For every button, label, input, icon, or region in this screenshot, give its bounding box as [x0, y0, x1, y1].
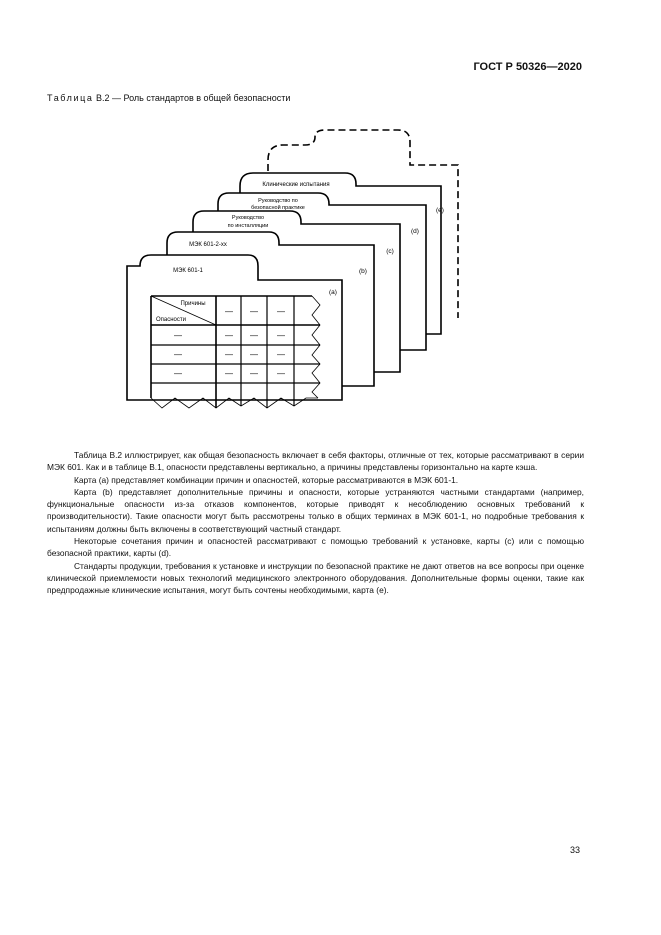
tab-label-d: Руководство по — [258, 198, 298, 204]
dash-h1: — — [225, 307, 233, 316]
dash-h2: — — [250, 307, 258, 316]
letter-d: (d) — [411, 228, 419, 235]
tab-label-d2: безопасной практике — [251, 205, 305, 211]
caption-title: В.2 — Роль стандартов в общей безопасности — [93, 93, 291, 103]
grid-header-hazards: Опасности — [155, 317, 187, 323]
dash-r3-c2: — — [250, 369, 258, 378]
dash-r2-label: — — [174, 350, 182, 359]
dash-r2-c3: — — [277, 350, 285, 359]
dash-r2-c1: — — [225, 350, 233, 359]
caption-prefix: Таблица — [47, 93, 94, 103]
paragraph-2: Карта (a) представляет комбинации причин и опасностей, которые рассматриваются в МЭК 601-1. — [74, 474, 459, 485]
dash-r1-label: — — [174, 331, 182, 340]
body-text — [47, 449, 584, 597]
dash-r1-c2: — — [250, 331, 258, 340]
cards-diagram — [0, 0, 661, 430]
tab-label-601-2: МЭК 601-2-xx — [189, 242, 227, 248]
dash-r3-label: — — [174, 369, 182, 378]
letter-c: (c) — [386, 248, 394, 255]
tab-label-c2: по инсталляции — [227, 223, 269, 229]
paragraph-4: Некоторые сочетания причин и опасностей рассматривают с помощью требований к установке, карты (c) или с помощью безопасной практики, карты (d). — [47, 536, 584, 559]
dash-r2-c2: — — [250, 350, 258, 359]
dash-h3: — — [277, 307, 285, 316]
letter-e: (e) — [436, 207, 444, 214]
tab-label-c: Руководство — [231, 215, 265, 221]
dash-r3-c1: — — [225, 369, 233, 378]
dash-r1-c3: — — [277, 331, 285, 340]
document-header: ГОСТ Р 50326—2020 — [473, 61, 582, 73]
dash-r3-c3: — — [277, 369, 285, 378]
dash-r1-c1: — — [225, 331, 233, 340]
paragraph-5: Стандарты продукции, требования к установке и инструкции по безопасной практике не дают ответов на все вопросы при оценке клинической приемлемости новых технологий медицинского электронного оборудования. Дополнительные формы оценки, такие как предпродажные клинические испытания, могут быть сочтены необходимыми, карта (e). — [47, 560, 584, 596]
letter-a: (a) — [329, 289, 337, 296]
paragraph-1: Таблица В.2 иллюстрирует, как общая безопасность включает в себя факторы, отличные от тех, которые рассматривают в серии МЭК 601. Как и в таблице В.1, опасности представлены вертикально, а причины представлены горизонтально на карте кэша. — [47, 450, 584, 473]
tab-label-e: Клинические испытания — [262, 182, 330, 188]
page-number: 33 — [570, 845, 581, 855]
tab-label-a: МЭК 601-1 — [173, 268, 203, 274]
paragraph-3: Карта (b) представляет дополнительные причины и опасности, которые устраняются частными стандартами (например, функциональные опасности из-за отказов компонентов, которые приводят к несоблюдению основных требований к производительности). Такие опасности могут быть рассмотрены только в общих терминах в МЭК 601-1, но подробные требования к испытаниям должны быть включены в соответствующий частный стандарт. — [47, 486, 584, 534]
letter-b: (b) — [359, 268, 367, 275]
grid-header-causes: Причины — [180, 301, 206, 307]
